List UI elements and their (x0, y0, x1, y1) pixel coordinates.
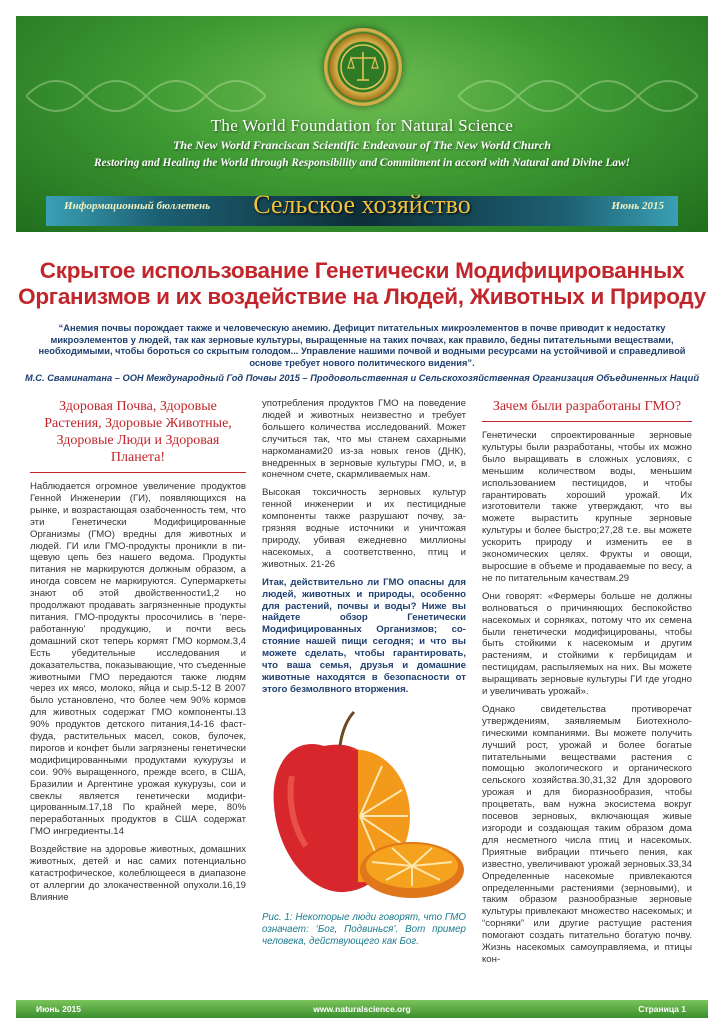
column-2 (262, 398, 466, 702)
column-3 (482, 398, 692, 972)
newsletter-header (16, 16, 708, 232)
issue-date: Июнь 2015 (611, 200, 664, 212)
column-2-paragraph-1: употребления продуктов ГМО на поведение людей и животных неизвестно и требует большего количества исследований. Может случиться так, что мы станем сахарными наркоманами20 из-за новых генов (ДНК), внедренных в зерновые культуры ГМО, и, в конечном счете, скармливаемых нам. (262, 398, 466, 481)
figure-caption: Рис. 1: Некоторые люди говорят, что ГМО означает: ‘Бог, Подвинься’. Вот пример человека, действующего как Бог. (262, 912, 466, 947)
footer-website-link[interactable]: www.naturalscience.org (313, 1004, 411, 1014)
column-1-paragraph-2: Воздействие на здоровье животных, домашних животных, детей и нас самих потенциально катастрофическое, колеблющееся в диапазоне от аллергии до злокачественной опухоли.16,19 Влияние (30, 844, 246, 903)
article-title-line-2: Организмов и их воздействие на Людей, Животных и Природу (18, 284, 706, 309)
epigraph-quote: “Анемия почвы порождает также и человеческую анемию. Дефицит питательных микроэлементов в почве приводит к недостатку микроэлементов у людей, так как зерновые культуры, выращенные на таких почвах, как правило, бедны питательными веществами, необходимыми, чтобы бороться со скрытым голодом... Управление нашими почвой и водными ресурсами на устойчивой и справедливой основе требует нового политического видения”. (38, 323, 686, 368)
column-1-paragraph-1: Наблюдается огромное увеличение продуктов Генной Инженерии (ГИ), появляющихся на рынке, и возрастающая озабоченность тем, что эти Генетически Модифицированные Организмы (ГМО) вредны для животных и людей. ГИ или ГМО-продукты проникли в пищевую цепь без нашего ведома. Продукты питания не маркируются должным образом, а иногда совсем не маркируются. Супермаркеты знают об этой двойственности1,2 но продолжают продавать загрязненные продукты питания. ГМО-продукты просочились в ‘переработанную’ продукцию, и почти весь домашний скот теперь кормят ГМО кормом.3,4 Есть убедительные исследования и доказательства, показывающие, что съеденные животными ГМО передаются также людям через их мясо, молоко, яйца и сыр.5-12 В 2007 было установлено, что более чем 90% кормов для животных содержат ГМО компоненты.13 90% продуктов детского питания,14-16 фаст-фуда, растительных масел, соков, булочек, пирогов и конфет были загрязнены генетически модифицированными продуктами кукурузы и сои. 90% выращенного, прежде всего, в США, Бразилии и Аргентине урожая кукурузы, сои и свеклы является генетически модифицированным.17,18 По крайней мере, 80% переработанных продуктов в США содержат ГМО ингредиенты.14 (30, 481, 246, 838)
column-3-paragraph-3: Однако свидетельства противоречат утверждениям, заявляемым Биотехнологическими компаниями. Вы можете получить лучший рост, урожай и более богатые питательными веществами растения с помощью экологического и органического сельского хозяйства.30,31,32 Для здорового урожая и для биоразнообразия, чтобы процветать, вам нужна экосистема вокруг посевов зерновых, включающая живые изгороди и создающая таким образом дома для несметного числа птиц и насекомых. Приятные вибрации птичьего пения, как известно, увеличивают урожай зерновых.33,34 Определенные насекомые привлекаются определенными растениями (зерновыми), и таким образом разнообразные зерновые культуры привлекают множество насекомых; и “сорняки” или другие растущие растения помогают создать питательно богатую почву. Жизнь насекомых самоуправляема, и птицы кон- (482, 703, 692, 965)
epigraph-source: М.С. Сваминатана – ООН Международный Год Почвы 2015 – Продовольственная и Сельскохозяйственная Организация Объединенных Наций (24, 373, 699, 383)
apple-orange-image (262, 706, 466, 902)
column-2-highlight: Итак, действительно ли ГМО опасны для людей, животных и природы, особенно для растений, почвы и воды? Ниже вы найдете обзор Генетически Модифицированных Организмов; состояние нашей пищи сегодня; и что вы можете сделать, чтобы гарантировать, что ваша семья, друзья и домашние животные находятся в безопасности от этого безмолвного вторжения. (262, 576, 466, 695)
section-title: Сельское хозяйство (253, 190, 471, 219)
column-1-heading: Здоровая Почва, Здоровые Растения, Здоровые Животные, Здоровые Люди и Здоровая Планета! (30, 398, 246, 473)
column-3-heading: Зачем были разработаны ГМО? (482, 398, 692, 422)
article-title (16, 258, 708, 310)
mission-tagline: Restoring and Healing the World through Responsibility and Commitment in accord with Natural and Divine Law! (94, 157, 630, 169)
org-name: The World Foundation for Natural Science (210, 116, 514, 135)
church-tagline: The New World Franciscan Scientific Endeavour of The New World Church (173, 138, 551, 152)
column-3-paragraph-2: Они говорят: «Фермеры больше не должны волноваться о причиняющих беспокойство насекомых и сорняках, потому что их семена были генетически модифицированы, чтобы быть стойкими к насекомым и другим растениям, и стойкими к гербицидам и пестицидам, распыляемых на них. Вы можете выращивать зерновые культуры ГИ где угодно и увеличивать урожай». (482, 590, 692, 698)
column-1 (30, 398, 246, 910)
newsletter-label: Информационный бюллетень (64, 200, 211, 212)
footer-page-number: Страница 1 (638, 1004, 686, 1014)
column-2-paragraph-2: Высокая токсичность зерновых культур генной инженерии и их пестицидные компоненты также разрушают почву, загрязняя водные источники и уничтожая природу, убивая ежедневно миллионы насекомых, а соответственно, птиц и животных. 21-26 (262, 487, 466, 570)
foundation-emblem-icon (324, 28, 402, 106)
article-title-line-1: Скрытое использование Генетически Модифицированных (39, 258, 685, 283)
page-footer (16, 1000, 708, 1018)
column-3-paragraph-1: Генетически спроектированные зерновые культуры были разработаны, чтобы их можно было выращивать в сложных условиях, с меньшим количеством воды, меньшим использованием пестицидов, и чтобы гарантировать хороший урожай. Их изготовители также утверждают, что вы можете вырастить крупные зерновые культуры и более быстро;27,28 т.е. вы можете ускорить природу и изменить ее в экономических целях. Фрукты и овощи, выросшие в объеме и продаваемые по весу, а не по питательным качествам.29 (482, 430, 692, 584)
footer-date: Июнь 2015 (36, 1004, 81, 1014)
